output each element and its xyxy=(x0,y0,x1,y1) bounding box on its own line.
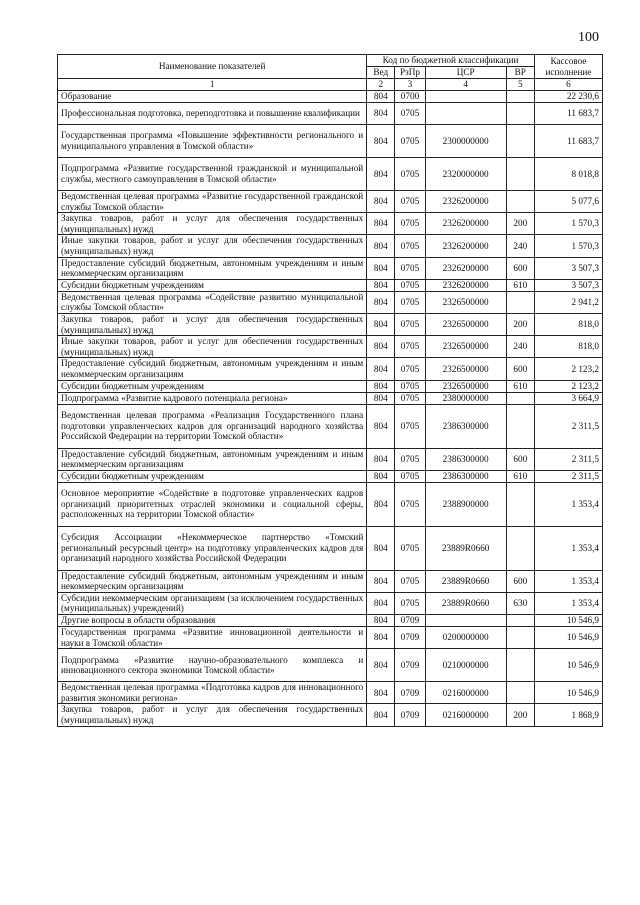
cell-name: Субсидии бюджетным учреждениям xyxy=(58,279,367,291)
cell-sum: 3 507,3 xyxy=(534,257,602,279)
cell-csr: 23889R0660 xyxy=(425,570,506,592)
cell-name: Подпрограмма «Развитие научно-образовательного комплекса и инновационного сектора экономики Томской области» xyxy=(58,649,367,682)
cell-ved: 804 xyxy=(367,570,395,592)
table-row xyxy=(58,158,603,191)
cell-name: Предоставление субсидий бюджетным, автономным учреждениям и иным некоммерческим организациям xyxy=(58,358,367,380)
cell-ved: 804 xyxy=(367,313,395,335)
cell-csr: 2380000000 xyxy=(425,392,506,404)
cell-csr: 2386300000 xyxy=(425,470,506,482)
cell-sum: 2 311,5 xyxy=(534,470,602,482)
cell-sum: 1 570,3 xyxy=(534,235,602,257)
cell-vr xyxy=(506,158,534,191)
cell-rzpr: 0705 xyxy=(395,482,425,526)
cell-rzpr: 0709 xyxy=(395,627,425,649)
header-vr: ВР xyxy=(506,67,534,79)
cell-ved: 804 xyxy=(367,592,395,614)
cell-name: Образование xyxy=(58,91,367,103)
cell-sum: 1 353,4 xyxy=(534,570,602,592)
cell-vr: 240 xyxy=(506,235,534,257)
cell-rzpr: 0705 xyxy=(395,404,425,448)
cell-ved: 804 xyxy=(367,91,395,103)
table-row xyxy=(58,336,603,358)
cell-sum: 2 123,2 xyxy=(534,358,602,380)
cell-ved: 804 xyxy=(367,392,395,404)
cell-rzpr: 0705 xyxy=(395,158,425,191)
cell-vr xyxy=(506,103,534,125)
cell-ved: 804 xyxy=(367,358,395,380)
table-row xyxy=(58,279,603,291)
table-row xyxy=(58,191,603,213)
cell-vr xyxy=(506,404,534,448)
col-number: 3 xyxy=(395,79,425,91)
cell-vr xyxy=(506,191,534,213)
cell-vr xyxy=(506,392,534,404)
header-name: Наименование показателей xyxy=(58,55,367,79)
cell-rzpr: 0709 xyxy=(395,649,425,682)
cell-vr xyxy=(506,526,534,570)
cell-rzpr: 0705 xyxy=(395,392,425,404)
cell-csr: 2386300000 xyxy=(425,448,506,470)
table-row xyxy=(58,91,603,103)
cell-sum: 1 353,4 xyxy=(534,482,602,526)
cell-csr xyxy=(425,91,506,103)
header-sum: Кассовое исполнение xyxy=(534,55,602,79)
cell-name: Ведомственная целевая программа «Реализация Государственного плана подготовки управленческих кадров для организаций народного хозяйства Российской Федерации на территории Томской области» xyxy=(58,404,367,448)
cell-vr: 600 xyxy=(506,448,534,470)
cell-ved: 804 xyxy=(367,482,395,526)
cell-csr: 2326200000 xyxy=(425,191,506,213)
cell-ved: 804 xyxy=(367,380,395,392)
header-csr: ЦСР xyxy=(425,67,506,79)
cell-sum: 2 311,5 xyxy=(534,448,602,470)
cell-csr: 0216000000 xyxy=(425,682,506,704)
cell-sum: 22 230,6 xyxy=(534,91,602,103)
cell-rzpr: 0709 xyxy=(395,615,425,627)
cell-ved: 804 xyxy=(367,615,395,627)
cell-rzpr: 0705 xyxy=(395,313,425,335)
cell-rzpr: 0705 xyxy=(395,470,425,482)
cell-csr: 2326500000 xyxy=(425,336,506,358)
table-header xyxy=(58,55,603,91)
cell-csr: 0210000000 xyxy=(425,649,506,682)
cell-vr: 600 xyxy=(506,257,534,279)
cell-vr xyxy=(506,482,534,526)
cell-csr: 2326200000 xyxy=(425,213,506,235)
table-row xyxy=(58,482,603,526)
cell-name: Предоставление субсидий бюджетным, автономным учреждениям и иным некоммерческим организациям xyxy=(58,448,367,470)
table-body xyxy=(58,91,603,727)
cell-vr xyxy=(506,627,534,649)
cell-vr: 610 xyxy=(506,470,534,482)
cell-ved: 804 xyxy=(367,279,395,291)
cell-csr xyxy=(425,103,506,125)
cell-name: Подпрограмма «Развитие государственной гражданской и муниципальной службы, местного самоуправления в Томской области» xyxy=(58,158,367,191)
cell-name: Профессиональная подготовка, переподготовка и повышение квалификации xyxy=(58,103,367,125)
cell-name: Основное мероприятие «Содействие в подготовке управленческих кадров организаций приоритетных отраслей экономики и социальной сферы, расположенных на территории Томской области» xyxy=(58,482,367,526)
cell-sum: 10 546,9 xyxy=(534,649,602,682)
table-row xyxy=(58,526,603,570)
cell-ved: 804 xyxy=(367,257,395,279)
col-number: 4 xyxy=(425,79,506,91)
cell-csr: 0200000000 xyxy=(425,627,506,649)
cell-name: Закупка товаров, работ и услуг для обеспечения государственных (муниципальных) нужд xyxy=(58,213,367,235)
cell-name: Ведомственная целевая программа «Подготовка кадров для инновационного развития экономики региона» xyxy=(58,682,367,704)
cell-rzpr: 0705 xyxy=(395,592,425,614)
header-rzpr: РзПр xyxy=(395,67,425,79)
cell-ved: 804 xyxy=(367,125,395,158)
table-row xyxy=(58,125,603,158)
cell-name: Субсидия Ассоциации «Некоммерческое партнерство «Томский региональный ресурсный центр» на подготовку управленческих кадров для организаций народного хозяйства Российской Федерации xyxy=(58,526,367,570)
cell-name: Иные закупки товаров, работ и услуг для обеспечения государственных (муниципальных) нужд xyxy=(58,336,367,358)
cell-csr: 2326500000 xyxy=(425,358,506,380)
cell-name: Ведомственная целевая программа «Содействие развитию муниципальной службы Томской области» xyxy=(58,291,367,313)
cell-vr: 610 xyxy=(506,380,534,392)
cell-name: Закупка товаров, работ и услуг для обеспечения государственных (муниципальных) нужд xyxy=(58,704,367,726)
table-row xyxy=(58,404,603,448)
table-row xyxy=(58,380,603,392)
cell-sum: 1 353,4 xyxy=(534,592,602,614)
cell-csr: 2326500000 xyxy=(425,291,506,313)
col-number: 5 xyxy=(506,79,534,91)
table-row xyxy=(58,392,603,404)
cell-sum: 1 353,4 xyxy=(534,526,602,570)
cell-rzpr: 0709 xyxy=(395,704,425,726)
header-code-group: Код по бюджетной классификации xyxy=(367,55,535,67)
cell-sum: 1 868,9 xyxy=(534,704,602,726)
cell-csr: 2300000000 xyxy=(425,125,506,158)
cell-sum: 10 546,9 xyxy=(534,682,602,704)
table-row xyxy=(58,682,603,704)
cell-ved: 804 xyxy=(367,191,395,213)
cell-rzpr: 0705 xyxy=(395,213,425,235)
cell-csr: 2326500000 xyxy=(425,380,506,392)
table-row xyxy=(58,615,603,627)
cell-vr xyxy=(506,125,534,158)
cell-csr: 2320000000 xyxy=(425,158,506,191)
cell-rzpr: 0705 xyxy=(395,125,425,158)
cell-sum: 818,0 xyxy=(534,313,602,335)
cell-sum: 2 941,2 xyxy=(534,291,602,313)
col-number: 1 xyxy=(58,79,367,91)
cell-csr xyxy=(425,615,506,627)
cell-rzpr: 0705 xyxy=(395,570,425,592)
cell-rzpr: 0705 xyxy=(395,291,425,313)
cell-name: Иные закупки товаров, работ и услуг для обеспечения государственных (муниципальных) нужд xyxy=(58,235,367,257)
cell-ved: 804 xyxy=(367,448,395,470)
header-ved: Вед xyxy=(367,67,395,79)
budget-table xyxy=(57,54,603,727)
cell-csr: 2386300000 xyxy=(425,404,506,448)
cell-csr: 2326500000 xyxy=(425,313,506,335)
cell-rzpr: 0705 xyxy=(395,191,425,213)
cell-sum: 10 546,9 xyxy=(534,615,602,627)
cell-rzpr: 0705 xyxy=(395,380,425,392)
col-number: 2 xyxy=(367,79,395,91)
cell-name: Подпрограмма «Развитие кадрового потенциала региона» xyxy=(58,392,367,404)
cell-name: Субсидии бюджетным учреждениям xyxy=(58,380,367,392)
cell-csr: 23889R0660 xyxy=(425,592,506,614)
cell-name: Предоставление субсидий бюджетным, автономным учреждениям и иным некоммерческим организациям xyxy=(58,570,367,592)
cell-csr: 2326200000 xyxy=(425,257,506,279)
cell-ved: 804 xyxy=(367,649,395,682)
cell-rzpr: 0709 xyxy=(395,682,425,704)
table-row xyxy=(58,570,603,592)
table-row xyxy=(58,235,603,257)
table-row xyxy=(58,649,603,682)
table-row xyxy=(58,257,603,279)
cell-name: Субсидии бюджетным учреждениям xyxy=(58,470,367,482)
cell-vr: 600 xyxy=(506,570,534,592)
cell-ved: 804 xyxy=(367,470,395,482)
cell-name: Закупка товаров, работ и услуг для обеспечения государственных (муниципальных) нужд xyxy=(58,313,367,335)
cell-csr: 2326200000 xyxy=(425,235,506,257)
table-row xyxy=(58,627,603,649)
cell-name: Другие вопросы в области образования xyxy=(58,615,367,627)
cell-vr: 610 xyxy=(506,279,534,291)
cell-ved: 804 xyxy=(367,103,395,125)
cell-ved: 804 xyxy=(367,404,395,448)
table-row xyxy=(58,358,603,380)
cell-rzpr: 0705 xyxy=(395,448,425,470)
table-row xyxy=(58,291,603,313)
cell-ved: 804 xyxy=(367,336,395,358)
cell-vr xyxy=(506,649,534,682)
cell-vr xyxy=(506,291,534,313)
cell-ved: 804 xyxy=(367,526,395,570)
cell-sum: 818,0 xyxy=(534,336,602,358)
cell-vr: 200 xyxy=(506,313,534,335)
cell-sum: 3 664,9 xyxy=(534,392,602,404)
table-row xyxy=(58,103,603,125)
cell-sum: 1 570,3 xyxy=(534,213,602,235)
cell-rzpr: 0705 xyxy=(395,103,425,125)
table-row xyxy=(58,592,603,614)
table-row xyxy=(58,213,603,235)
cell-csr: 2326200000 xyxy=(425,279,506,291)
cell-vr xyxy=(506,682,534,704)
cell-rzpr: 0705 xyxy=(395,235,425,257)
cell-vr: 240 xyxy=(506,336,534,358)
cell-csr: 0216000000 xyxy=(425,704,506,726)
cell-sum: 2 123,2 xyxy=(534,380,602,392)
cell-rzpr: 0705 xyxy=(395,279,425,291)
cell-csr: 23889R0660 xyxy=(425,526,506,570)
cell-sum: 11 683,7 xyxy=(534,103,602,125)
cell-ved: 804 xyxy=(367,704,395,726)
cell-vr: 200 xyxy=(506,213,534,235)
cell-name: Ведомственная целевая программа «Развитие государственной гражданской службы Томской области» xyxy=(58,191,367,213)
cell-ved: 804 xyxy=(367,213,395,235)
cell-csr: 2388900000 xyxy=(425,482,506,526)
cell-sum: 10 546,9 xyxy=(534,627,602,649)
cell-rzpr: 0700 xyxy=(395,91,425,103)
cell-ved: 804 xyxy=(367,235,395,257)
cell-ved: 804 xyxy=(367,627,395,649)
cell-name: Государственная программа «Повышение эффективности регионального и муниципального управления в Томской области» xyxy=(58,125,367,158)
cell-sum: 2 311,5 xyxy=(534,404,602,448)
cell-vr: 200 xyxy=(506,704,534,726)
cell-ved: 804 xyxy=(367,291,395,313)
cell-vr xyxy=(506,615,534,627)
table-row xyxy=(58,448,603,470)
page-number: 100 xyxy=(578,30,599,45)
cell-ved: 804 xyxy=(367,158,395,191)
cell-sum: 5 077,6 xyxy=(534,191,602,213)
table-row xyxy=(58,313,603,335)
col-number: 6 xyxy=(534,79,602,91)
cell-name: Субсидии некоммерческим организациям (за исключением государственных (муниципальных) учреждений) xyxy=(58,592,367,614)
cell-vr xyxy=(506,91,534,103)
cell-sum: 3 507,3 xyxy=(534,279,602,291)
cell-rzpr: 0705 xyxy=(395,526,425,570)
cell-name: Государственная программа «Развитие инновационной деятельности и науки в Томской области» xyxy=(58,627,367,649)
cell-rzpr: 0705 xyxy=(395,358,425,380)
cell-name: Предоставление субсидий бюджетным, автономным учреждениям и иным некоммерческим организациям xyxy=(58,257,367,279)
cell-rzpr: 0705 xyxy=(395,257,425,279)
cell-ved: 804 xyxy=(367,682,395,704)
cell-vr: 600 xyxy=(506,358,534,380)
cell-vr: 630 xyxy=(506,592,534,614)
table-row xyxy=(58,704,603,726)
cell-sum: 8 018,8 xyxy=(534,158,602,191)
cell-rzpr: 0705 xyxy=(395,336,425,358)
table-row xyxy=(58,470,603,482)
cell-sum: 11 683,7 xyxy=(534,125,602,158)
